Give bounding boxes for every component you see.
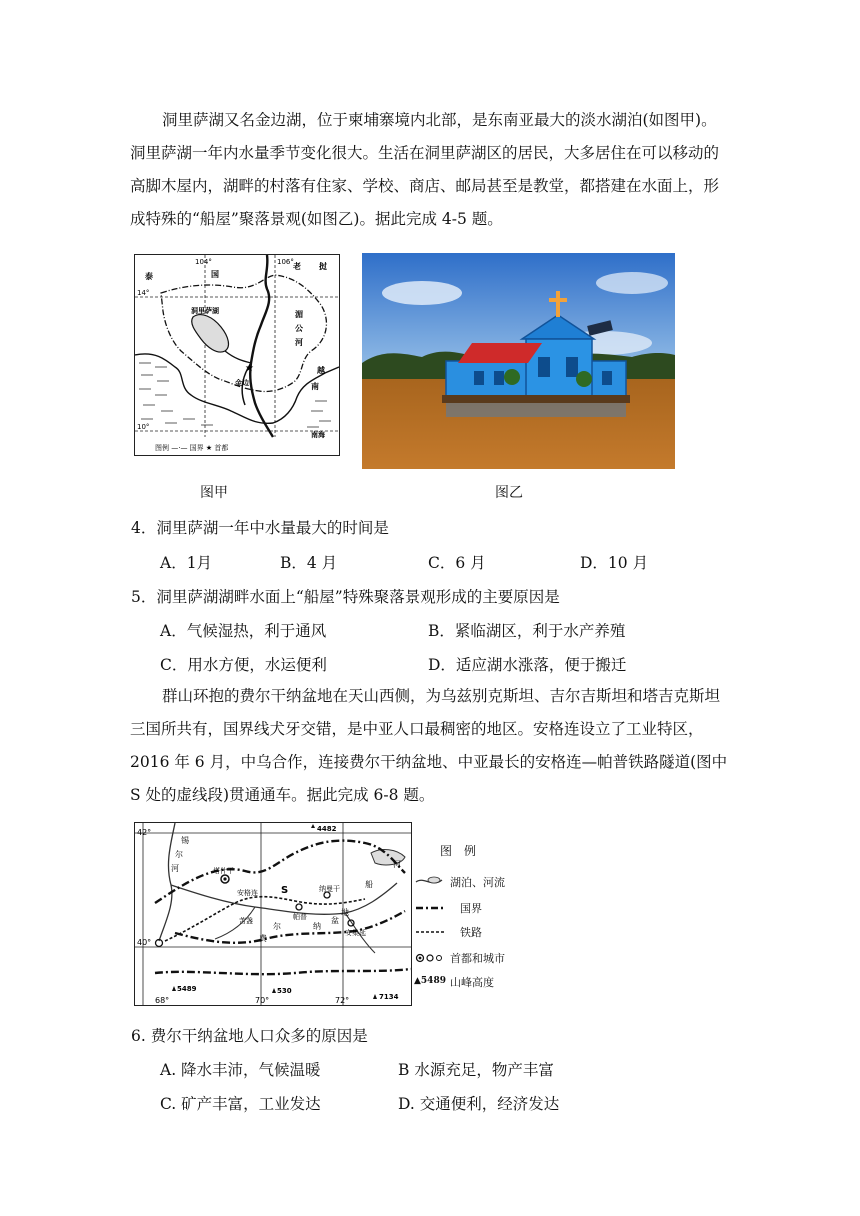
legend-item-railway: 铁路 bbox=[460, 926, 482, 939]
figure-a-map bbox=[134, 254, 340, 456]
q4-option-a[interactable]: A．1月 bbox=[160, 554, 213, 572]
fergana-label-4: 盆 bbox=[331, 916, 339, 925]
map-legend-panel bbox=[414, 842, 524, 992]
q6-option-a[interactable]: A. 降水丰沛，气候温暖 bbox=[160, 1061, 321, 1079]
figure-b-caption: 图乙 bbox=[495, 485, 523, 501]
q6-option-b[interactable]: B 水源充足，物产丰富 bbox=[398, 1061, 554, 1079]
peak-530-label: 530 bbox=[277, 987, 292, 995]
lat-14-label: 14° bbox=[137, 289, 150, 297]
cambodia-map-svg bbox=[135, 255, 339, 455]
lon-72-label: 72° bbox=[335, 996, 350, 1005]
figure-a-caption: 图甲 bbox=[200, 485, 228, 501]
legend-item-border: 国界 bbox=[460, 902, 482, 915]
legend-symbols bbox=[414, 842, 454, 992]
q4-option-d[interactable]: D．10 月 bbox=[580, 554, 649, 572]
figure-b-photo bbox=[362, 253, 675, 469]
passage-2 bbox=[130, 680, 730, 812]
lon-104-label: 104° bbox=[195, 258, 212, 266]
legend-item-peak: 山峰高度 bbox=[450, 976, 494, 989]
viet-label-2: 南 bbox=[311, 382, 319, 391]
q6-option-d[interactable]: D. 交通便利，经济发达 bbox=[398, 1095, 560, 1113]
he-label: 河 bbox=[393, 860, 401, 869]
peak-5489-label: 5489 bbox=[177, 985, 197, 993]
viet-label-1: 越 bbox=[317, 366, 325, 375]
capital-label: 金边 bbox=[235, 379, 249, 387]
q4-option-b[interactable]: B．4 月 bbox=[280, 554, 338, 572]
andijan-label: 安集延 bbox=[345, 929, 366, 937]
angren-label: 安格连 bbox=[237, 889, 258, 897]
lat-40-label: 40° bbox=[137, 938, 152, 947]
wo-label: 挝 bbox=[319, 262, 327, 271]
lake-label: 洞里萨湖 bbox=[191, 307, 219, 315]
river-label-3: 河 bbox=[171, 864, 179, 873]
q5-option-b[interactable]: B．紧临湖区，利于水产养殖 bbox=[428, 622, 626, 640]
fergana-label-1: 费 bbox=[259, 934, 267, 943]
fergana-label-5: 地 bbox=[341, 908, 349, 917]
fergana-map bbox=[134, 822, 412, 1006]
chuan-label: 船 bbox=[365, 880, 373, 889]
legend-item-lakes: 湖泊、河流 bbox=[450, 876, 505, 889]
fergana-map-svg bbox=[135, 823, 411, 1005]
s-label: S bbox=[281, 885, 289, 896]
q5-option-a[interactable]: A．气候湿热，利于通风 bbox=[160, 622, 327, 640]
legend-item-cities: 首都和城市 bbox=[450, 952, 505, 965]
q6-option-c[interactable]: C. 矿产丰富，工业发达 bbox=[160, 1095, 321, 1113]
svg-text:★: ★ bbox=[245, 363, 254, 374]
peak-7134-label: 7134 bbox=[379, 993, 399, 1001]
papu-label: 帕普 bbox=[293, 913, 307, 921]
q4-option-c[interactable]: C．6 月 bbox=[428, 554, 486, 572]
passage-1-text: 洞里萨湖又名金边湖，位于柬埔寨境内北部，是东南亚最大的淡水湖泊(如图甲)。洞里萨湖一年内水量季节变化很大。生活在洞里萨湖区的居民，大多居住在可以移动的高脚木屋内，湖畔的村落有住家、学校、商店、邮局甚至是教堂，都搭建在水面上，形成特殊的“船屋”聚落景观(如图乙)。据此完成 4-5 题。 bbox=[130, 111, 720, 228]
khujand-label: 苦盏 bbox=[239, 917, 253, 925]
passage-1 bbox=[130, 104, 730, 236]
lat-10-label: 10° bbox=[137, 423, 150, 431]
floating-church-illustration bbox=[362, 253, 675, 469]
q5-stem: 5．洞里萨湖湖畔水面上“船屋”特殊聚落景观形成的主要原因是 bbox=[131, 588, 560, 606]
guo-label: 国 bbox=[211, 270, 219, 279]
passage-2-text: 群山环抱的费尔干纳盆地在天山西侧，为乌兹别克斯坦、吉尔吉斯坦和塔吉克斯坦三国所共有，国界线犬牙交错，是中亚人口最稠密的地区。安格连设立了工业特区，2016 年 6 月，中乌合作，连接费尔干纳盆地、中亚最长的安格连—帕普铁路隧道(图中 S 处的虚线段)贯通通车。据此完成 6-8 题。 bbox=[130, 687, 728, 804]
legend-title: 图 例 bbox=[440, 844, 477, 858]
river-label-1: 锡 bbox=[181, 836, 189, 845]
tashkent-label: 塔什干 bbox=[213, 867, 234, 875]
namangan-label: 纳曼干 bbox=[319, 885, 340, 893]
peak-4482-label: 4482 bbox=[317, 825, 337, 833]
fergana-label-2: 尔 bbox=[273, 922, 281, 931]
q5-option-c[interactable]: C．用水方便，水运便利 bbox=[160, 656, 327, 674]
q6-stem: 6. 费尔干纳盆地人口众多的原因是 bbox=[131, 1027, 368, 1045]
mekong-label-3: 河 bbox=[295, 338, 303, 347]
mekong-label-1: 湄 bbox=[295, 310, 303, 319]
lon-70-label: 70° bbox=[255, 996, 270, 1005]
map-legend: 图例 —·— 国界 ★ 首都 bbox=[155, 444, 229, 452]
river-label-2: 尔 bbox=[175, 850, 183, 859]
thai-label: 泰 bbox=[145, 272, 153, 281]
lon-68-label: 68° bbox=[155, 996, 170, 1005]
lat-42-label: 42° bbox=[137, 828, 152, 837]
lao-label: 老 bbox=[293, 262, 301, 271]
q4-stem: 4．洞里萨湖一年中水量最大的时间是 bbox=[131, 519, 389, 537]
q5-option-d[interactable]: D．适应湖水涨落，便于搬迁 bbox=[428, 656, 627, 674]
sea-label: 南海 bbox=[311, 431, 325, 439]
lon-106-label: 106° bbox=[277, 258, 294, 266]
mekong-label-2: 公 bbox=[295, 324, 303, 333]
legend-peak-sample: ▲5489 bbox=[414, 976, 446, 986]
fergana-label-3: 纳 bbox=[313, 922, 321, 931]
